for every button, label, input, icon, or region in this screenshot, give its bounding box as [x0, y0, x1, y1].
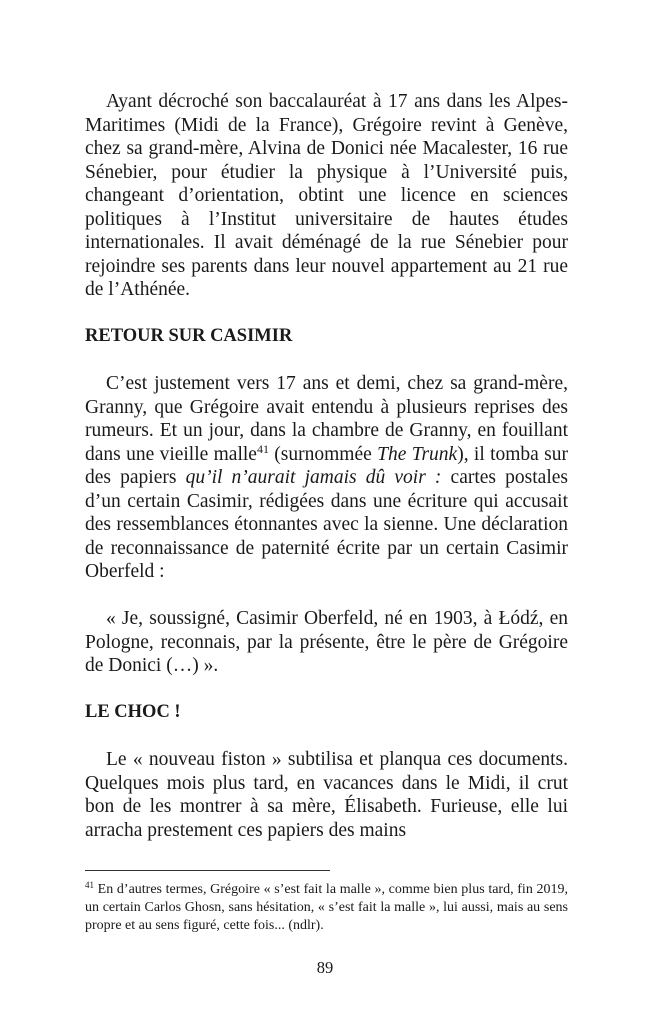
- page-body: [85, 90, 568, 842]
- spacer: [85, 678, 568, 702]
- section-heading-retour-sur-casimir: RETOUR SUR CASIMIR: [85, 326, 293, 346]
- spacer: [85, 349, 568, 373]
- footnote-number: 41: [85, 880, 94, 890]
- footnote-text: En d’autres termes, Grégoire « s’est fait la malle », comme bien plus tard, fin 2019, un certain Carlos Ghosn, sans hésitation, « s’est fait la malle », lui aussi, mais au sens propre et au sens figuré, cette fois... (ndlr).: [85, 882, 568, 933]
- footnote-reference: 41: [256, 441, 269, 456]
- paragraph-text: cartes postales d’un certain Casimir, rédigées dans une écriture qui accusait des ressemblances étonnantes avec la sienne. Une déclaration de reconnaissance de paternité écrite par un certain Casimir Oberfeld :: [85, 467, 568, 582]
- paragraph-baccalaureat: Ayant décroché son baccalauréat à 17 ans dans les Alpes-Maritimes (Midi de la France), Grégoire revint à Genève, chez sa grand-mère, Alvina de Donici née Macalester, 16 rue Sénebier, pour étudier la physique à l’Université puis, changeant d’orientation, obtint une licence en sciences politiques à l’Institut universitaire de hautes études internationales. Il avait déménagé de la rue Sénebier pour rejoindre ses parents dans leur nouvel appartement au 21 rue de l’Athénée.: [85, 91, 568, 300]
- spacer: [85, 302, 568, 326]
- paragraph-nouveau-fiston: Le « nouveau fiston » subtilisa et planqua ces documents. Quelques mois plus tard, en vacances dans le Midi, il crut bon de les montrer à sa mère, Élisabeth. Furieuse, elle lui arracha prestement ces papiers des mains: [85, 749, 568, 841]
- paragraph-text: C’est justement vers 17 ans et demi, chez sa grand-mère, Granny, que Grégoire avait entendu à plusieurs reprises des rumeurs. Et un jour, dans la chambre de Granny, en fouillant dans une vieille malle: [85, 373, 568, 465]
- spacer: [85, 725, 568, 749]
- paragraph-text: (surnommée: [268, 443, 378, 465]
- paragraph-text: ), il tomba sur des papiers: [85, 443, 569, 488]
- italic-emphasis: qu’il n’aurait jamais dû voir :: [185, 467, 442, 488]
- spacer: [85, 584, 568, 608]
- section-heading-le-choc: LE CHOC !: [85, 702, 181, 722]
- italic-title: The Trunk: [377, 443, 458, 465]
- page-number: 89: [316, 958, 334, 977]
- footnote: [85, 881, 568, 935]
- paternity-declaration-quote: « Je, soussigné, Casimir Oberfeld, né en 1903, à Łódź, en Pologne, reconnais, par la présente, être le père de Grégoire de Donici (…) ».: [85, 608, 568, 676]
- paragraph-rumeurs: [85, 372, 568, 584]
- footnote-divider: [85, 870, 330, 871]
